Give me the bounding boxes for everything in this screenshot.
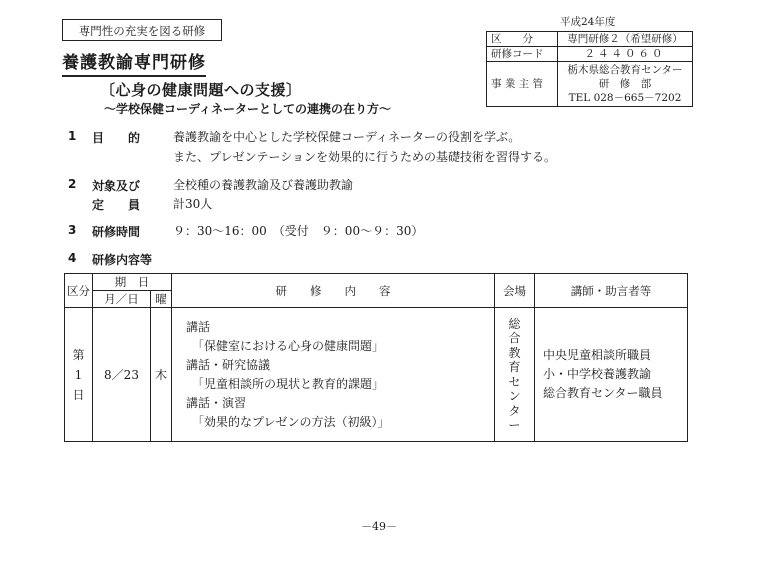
row-day: 木: [151, 308, 172, 442]
header-content: 研 修 内 容: [172, 274, 495, 308]
venue-char: ー: [508, 418, 521, 432]
section-3-number: 3: [68, 223, 77, 237]
organizer-line: 研 修 部: [598, 78, 652, 90]
section-4-label: 研修内容等: [92, 253, 153, 267]
section-1-number: 1: [68, 129, 77, 143]
table-row: [65, 308, 688, 442]
info-value-organizer: [558, 62, 693, 107]
section-2-number: 2: [68, 177, 77, 191]
instructor-line: 小・中学校養護教諭: [543, 367, 652, 381]
subtitle: 〔心身の健康問題への支援〕: [100, 81, 302, 99]
row-kubun: [65, 308, 93, 442]
content-line: 講話・研究協議: [186, 357, 271, 372]
section-3-label: 研修時間: [92, 225, 141, 239]
section-2-label2: 定 員: [92, 198, 141, 212]
venue-char: ン: [508, 389, 521, 403]
venue-char: 合: [508, 331, 521, 345]
header-instructor: 講師・助言者等: [535, 274, 688, 308]
header-day: 曜: [151, 291, 172, 308]
venue-char: セ: [508, 374, 521, 389]
header-kijitsu: 期 日: [93, 274, 172, 291]
section-2-text2: 計30人: [173, 197, 213, 211]
row-instructors: [535, 308, 688, 442]
section-1-line: また、プレゼンテーションを効果的に行うための基礎技術を習得する。: [173, 150, 557, 164]
section-1-label: 目 的: [92, 131, 141, 145]
page-title: 養護教諭専門研修: [62, 48, 206, 77]
organizer-line: 栃木県総合教育センター: [567, 64, 683, 76]
training-content-table: [64, 273, 688, 442]
section-1-line: 養護教諭を中心とした学校保健コーディネーターの役割を学ぶ。: [173, 130, 521, 144]
info-key-organizer: 事 業 主 管: [487, 62, 558, 107]
section-3-text: ９：30～16：00 （受付 ９：00～９：30）: [173, 224, 424, 238]
section-2-label: 対象及び: [92, 179, 141, 193]
instructor-line: 総合教育センター職員: [543, 386, 663, 400]
venue-char: 育: [508, 360, 521, 374]
row-venue: [495, 308, 535, 442]
page-number: －49－: [361, 520, 397, 533]
info-key-kubun: 区 分: [487, 32, 558, 47]
section-2-text: 全校種の養護教諭及び養護助教諭: [173, 178, 354, 192]
kubun-char: 第: [72, 347, 85, 362]
content-line: 「児童相談所の現状と教育的課題」: [192, 376, 385, 391]
header-venue: 会場: [495, 274, 535, 308]
venue-char: タ: [508, 403, 521, 418]
info-value-code: ２４４０６０: [558, 47, 693, 62]
content-line: 「効果的なプレゼンの方法（初級）」: [192, 414, 390, 429]
content-line: 講話: [186, 319, 211, 334]
venue-char: 総: [508, 316, 521, 331]
organizer-line: TEL 028－665－7202: [568, 92, 682, 104]
kubun-char: 日: [72, 387, 85, 402]
venue-char: 教: [508, 345, 521, 360]
category-box: 専門性の充実を図る研修: [62, 19, 222, 41]
row-date: 8／23: [93, 308, 151, 442]
subtitle-sub: ～学校保健コーディネーターとしての連携の在り方～: [104, 102, 392, 116]
content-line: 講話・演習: [186, 395, 247, 410]
header-date: 月／日: [93, 291, 151, 308]
info-value-kubun: 専門研修２（希望研修）: [558, 32, 693, 47]
instructor-line: 中央児童相談所職員: [543, 348, 652, 362]
info-key-code: 研修コード: [487, 47, 558, 62]
header-kubun: 区分: [65, 274, 93, 308]
section-4-number: 4: [68, 251, 77, 265]
row-content: [172, 308, 495, 442]
content-line: 「保健室における心身の健康問題」: [192, 338, 385, 353]
kubun-char: 1: [74, 367, 83, 382]
fiscal-year: 平成24年度: [560, 16, 616, 28]
info-table: [486, 31, 693, 107]
